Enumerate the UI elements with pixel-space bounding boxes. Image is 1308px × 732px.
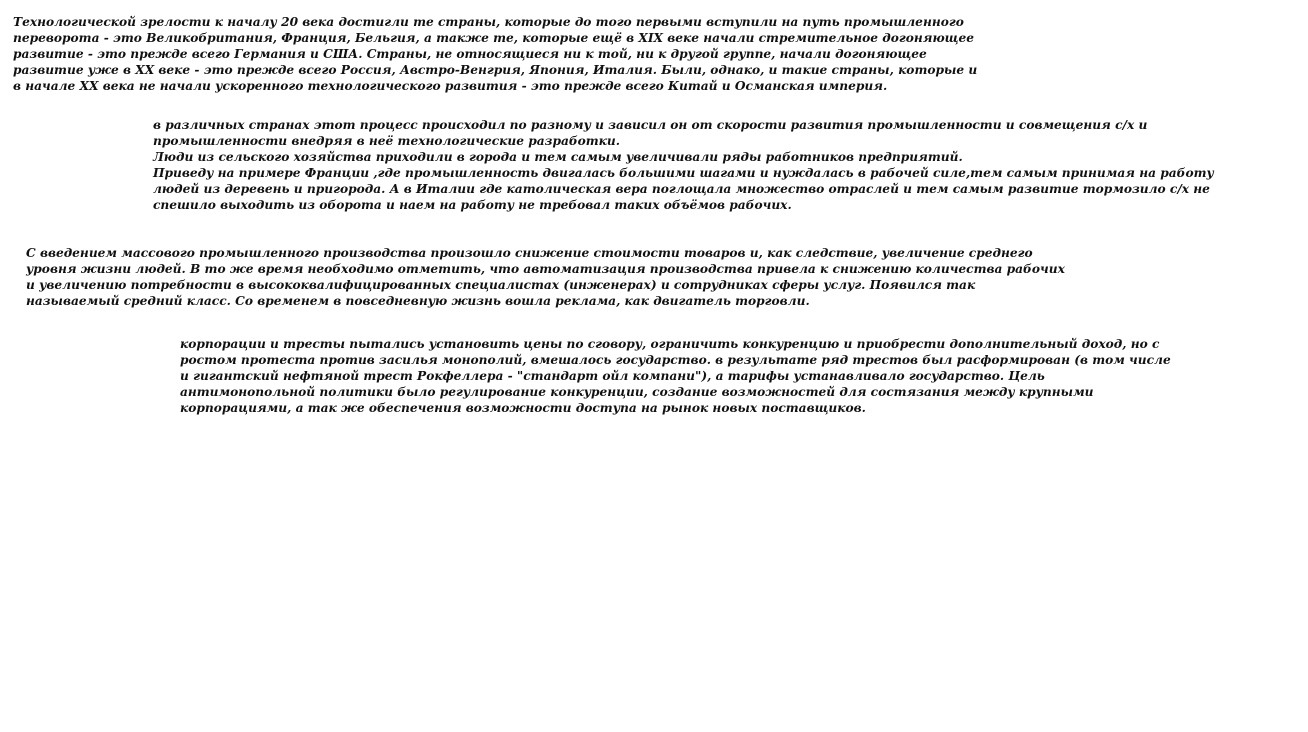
text-line: развитие - это прежде всего Германия и США. Страны, не относящиеся ни к той, ни к другой группе, начали догоняющее (13, 47, 927, 61)
text-line: Технологической зрелости к началу 20 века достигли те страны, которые до того первыми вступили на путь промышленного (13, 15, 964, 29)
text-line: называемый средний класс. Со временем в повседневную жизнь вошла реклама, как двигатель торговли. (26, 294, 810, 308)
text-line: развитие уже в XX веке - это прежде всего Россия, Австро-Венгрия, Япония, Италия. Были, однако, и такие страны, которые и (13, 63, 978, 77)
text-line: спешило выходить из оборота и наем на работу не требовал таких объёмов рабочих. (153, 198, 792, 212)
text-line: и гигантский нефтяной трест Рокфеллера - "стандарт ойл компани"), а тарифы устанавливало государство. Цель (180, 369, 1045, 383)
paragraph-mass-production (26, 245, 1065, 309)
text-line: в различных странах этот процесс происходил по разному и зависил он от скорости развития промышленности и совмещения с/х и (153, 118, 1148, 132)
text-line: Приведу на примере Франции ,где промышленность двигалась большими шагами и нуждалась в рабочей силе,тем самым принимая на работу (153, 166, 1214, 180)
paragraph-technological-maturity (13, 14, 977, 94)
text-line: корпорации и тресты пытались установить цены по сговору, ограничить конкуренцию и приобрести дополнительный доход, но с (180, 337, 1160, 351)
paragraph-antimonopoly-policy (180, 336, 1171, 416)
text-line: промышленности внедряя в неё технологические разработки. (153, 134, 621, 148)
text-line: и увеличению потребности в высококвалифицированных специалистах (инженерах) и сотрудниках сферы услуг. Появился так (26, 278, 976, 292)
text-line: Люди из сельского хозяйства приходили в города и тем самым увеличивали ряды работников предприятий. (153, 150, 963, 164)
text-line: в начале XX века не начали ускоренного технологического развития - это прежде всего Китай и Османская империя. (13, 79, 888, 93)
text-line: С введением массового промышленного производства произошло снижение стоимости товаров и, как следствие, увеличение среднего (26, 246, 1033, 260)
text-line: корпорациями, а так же обеспечения возможности доступа на рынок новых поставщиков. (180, 401, 866, 415)
paragraph-industrialization-process (153, 117, 1214, 213)
text-line: ростом протеста против засилья монополий, вмешалось государство. в результате ряд трестов был расформирован (в том числе (180, 353, 1171, 367)
text-line: людей из деревень и пригорода. А в Италии где католическая вера поглощала множество отраслей и тем самым развитие тормозило с/х не (153, 182, 1210, 196)
text-line: антимонопольной политики было регулирование конкуренции, создание возможностей для состязания между крупными (180, 385, 1094, 399)
text-line: переворота - это Великобритания, Франция, Бельгия, а также те, которые ещё в XIX веке начали стремительное догоняющее (13, 31, 975, 45)
text-line: уровня жизни людей. В то же время необходимо отметить, что автоматизация производства привела к снижению количества рабочих (26, 262, 1065, 276)
